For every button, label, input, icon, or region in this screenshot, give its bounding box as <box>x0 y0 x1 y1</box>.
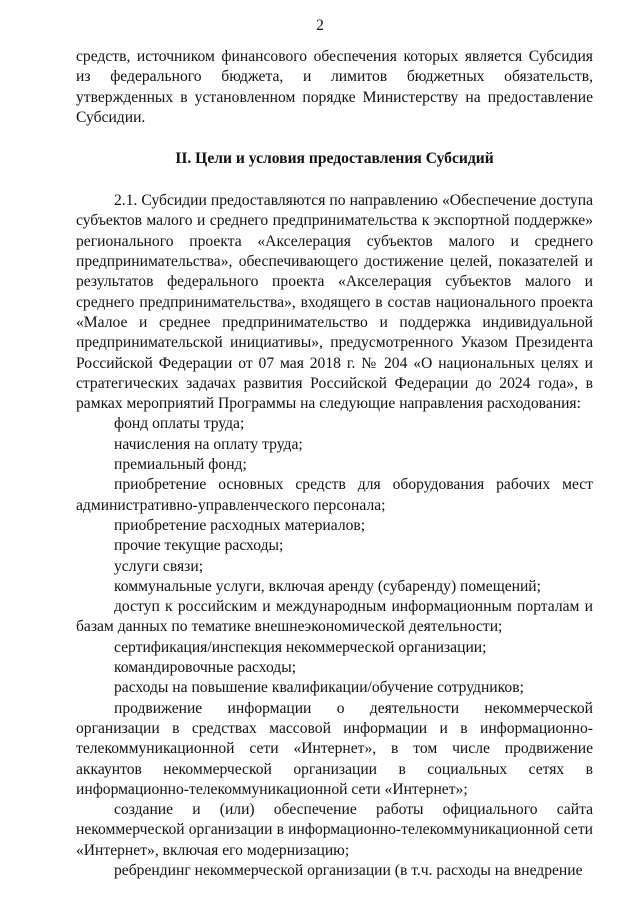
document-body <box>76 47 593 881</box>
expense-item: прочие текущие расходы; <box>114 537 284 555</box>
expense-item: продвижение информации о деятельности некоммерческой организации в средствах массовой информации и в информационно-телекоммуникационной сети «Интернет», в том числе продвижение аккаунтов некоммерческой организации в социальных сетях в информационно-телекоммуникационной сети «Интернет»; <box>76 699 593 798</box>
expense-item: приобретение расходных материалов; <box>114 516 366 534</box>
intro-paragraph: средств, источником финансового обеспечения которых является Субсидия из федерального бюджета, и лимитов бюджетных обязательств, утвержденных в установленном порядке Министерству на предоставление Субсидии. <box>76 48 593 126</box>
expense-item: командировочные расходы; <box>114 659 297 677</box>
expense-item: премиальный фонд; <box>114 456 247 474</box>
expense-item: доступ к российским и международным информационным порталам и базам данных по тематике внешнеэкономической деятельности; <box>76 598 593 636</box>
section-title: II. Цели и условия предоставления Субсидий <box>175 150 494 168</box>
expense-item: приобретение основных средств для оборудования рабочих мест административно-управленческого персонала; <box>76 476 593 514</box>
expense-item: сертификация/инспекция некоммерческой организации; <box>114 638 487 656</box>
expense-item: коммунальные услуги, включая аренду (субаренду) помещений; <box>114 577 541 595</box>
expense-item: начисления на оплату труда; <box>114 435 303 453</box>
clause-2-1: 2.1. Субсидии предоставляются по направлению «Обеспечение доступа субъектов малого и среднего предпринимательства к экспортной поддержке» регионального проекта «Акселерация субъектов малого и среднего предпринимательства», обеспечивающего достижение целей, показателей и результатов федерального проекта «Акселерация субъектов малого и среднего предпринимательства», входящего в состав национального проекта «Малое и среднее предпринимательство и поддержка индивидуальной предпринимательской инициативы», предусмотренного Указом Президента Российской Федерации от 07 мая 2018 г. № 204 «О национальных целях и стратегических задачах развития Российской Федерации до 2024 года», в рамках мероприятий Программы на следующие направления расходования: <box>76 192 593 413</box>
expense-item: ребрендинг некоммерческой организации (в т.ч. расходы на внедрение <box>114 861 583 879</box>
expense-item: услуги связи; <box>114 557 204 575</box>
page-number: 2 <box>316 17 324 34</box>
expense-item: расходы на повышение квалификации/обучение сотрудников; <box>114 679 524 697</box>
expense-item: фонд оплаты труда; <box>114 415 245 433</box>
expense-item: создание и (или) обеспечение работы официального сайта некоммерческой организации в информационно-телекоммуникационной сети «Интернет», включая его модернизацию; <box>76 801 593 859</box>
